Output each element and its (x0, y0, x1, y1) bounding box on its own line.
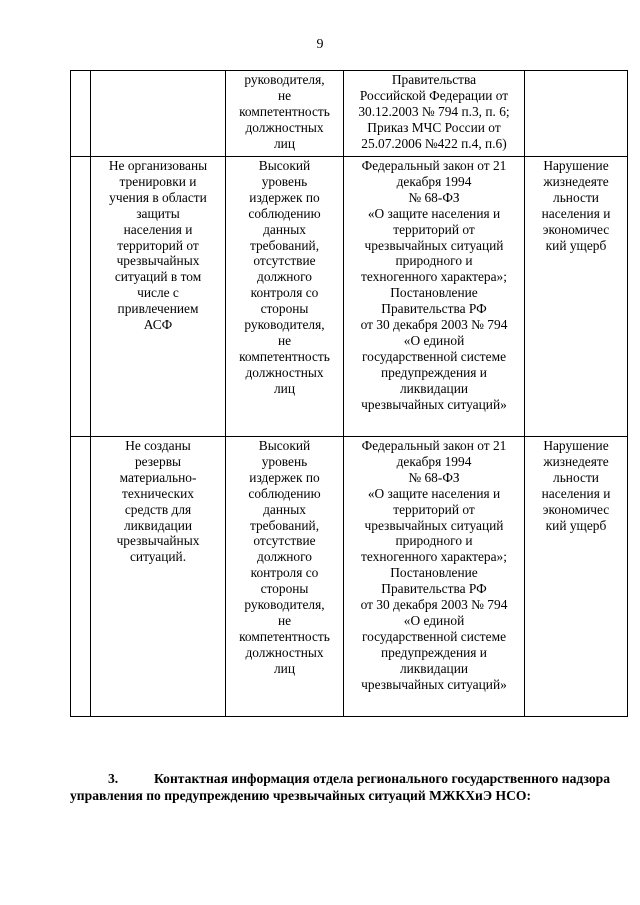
cell-line: соблюдению (248, 485, 321, 501)
cell-line: «О защите населения и (367, 205, 501, 221)
table-cell-col3 (226, 437, 344, 717)
table-cell-col4 (344, 437, 525, 717)
cell-line: компетентность (239, 628, 330, 644)
cell-line: Не созданы (125, 438, 191, 453)
cell-line: отсутствие (253, 253, 316, 269)
table-cell-col3 (226, 71, 344, 157)
cell-line: не (277, 332, 292, 348)
cell-line: населения и (123, 221, 193, 237)
table-cell-col2 (91, 71, 226, 157)
cell-line: Постановление (390, 565, 478, 581)
cell-line: компетентность (239, 103, 330, 119)
cell-line: должного (257, 549, 312, 565)
cell-line: компетентность (239, 348, 330, 364)
table-cell-col5 (525, 437, 628, 717)
table-cell-col3 (226, 157, 344, 437)
cell-line: жизнедеяте (543, 453, 609, 469)
cell-line: технических (122, 485, 194, 501)
table-body (71, 71, 628, 717)
cell-line: данных (263, 501, 306, 517)
cell-line: должного (257, 269, 312, 285)
cell-line: природного и (395, 253, 473, 269)
cell-line: ликвидации (399, 660, 469, 676)
cell-line: чрезвычайных (116, 533, 200, 549)
cell-line: территорий от (393, 221, 475, 237)
cell-line: Российской Федерации от (359, 87, 509, 103)
cell-line: уровень (261, 173, 308, 189)
cell-line: кий ущерб (545, 517, 607, 533)
table-cell-col5 (525, 71, 628, 157)
cell-line: стороны (260, 301, 309, 317)
cell-line: должностных (245, 119, 324, 135)
cell-line: требований, (249, 237, 320, 253)
cell-line: чрезвычайных ситуаций» (361, 676, 507, 692)
cell-line: территорий от (393, 501, 475, 517)
cell-line: Правительства (391, 72, 477, 87)
cell-line: должностных (245, 364, 324, 380)
cell-line: жизнедеяте (543, 173, 609, 189)
cell-line: соблюдению (248, 205, 321, 221)
cell-line: уровень (261, 453, 308, 469)
cell-line: предупреждения и (381, 644, 487, 660)
cell-line: стороны (260, 581, 309, 597)
cell-line: лиц (273, 135, 295, 151)
cell-line: контроля со (250, 565, 319, 581)
cell-line: Правительства РФ (381, 301, 487, 317)
cell-line: резервы (134, 453, 182, 469)
cell-line: тренировки и (119, 173, 197, 189)
section-heading (70, 770, 610, 804)
cell-line: не (277, 87, 292, 103)
cell-line: Федеральный закон от 21 (361, 438, 507, 453)
cell-line: льности (553, 189, 599, 205)
cell-line: учения в области (109, 189, 207, 205)
cell-line: материально- (119, 469, 197, 485)
section-text: Контактная информация отдела регионального государственного надзора управления по предупреждению чрезвычайных ситуаций МЖКХиЭ НСО: (70, 771, 610, 803)
table-row (71, 437, 628, 717)
page-number: 9 (316, 37, 324, 52)
cell-line: чрезвычайных ситуаций (364, 237, 504, 253)
cell-line: АСФ (143, 317, 173, 333)
cell-line: декабря 1994 (396, 173, 472, 189)
cell-line: экономичес (542, 501, 610, 517)
cell-line: руководителя, (244, 317, 325, 333)
cell-line: Нарушение (543, 158, 609, 173)
cell-line: техногенного характера»; (361, 549, 507, 565)
table-cell-col4 (344, 157, 525, 437)
cell-line: чрезвычайных ситуаций» (361, 396, 507, 412)
cell-line: государственной системе (361, 348, 507, 364)
cell-line: лиц (273, 380, 295, 396)
cell-line: экономичес (542, 221, 610, 237)
cell-line: не (277, 612, 292, 628)
cell-line: Высокий (258, 438, 311, 453)
table-cell-col2 (91, 437, 226, 717)
cell-line: «О единой (403, 612, 465, 628)
cell-line: Высокий (258, 158, 311, 173)
cell-line: государственной системе (361, 628, 507, 644)
cell-line: защиты (136, 205, 180, 221)
table-row (71, 71, 628, 157)
cell-line: Не организованы (108, 158, 208, 173)
cell-line: ситуаций. (129, 549, 187, 565)
table-row (71, 157, 628, 437)
table-cell-col1 (71, 437, 91, 717)
cell-line: № 68-ФЗ (408, 469, 460, 485)
cell-line: от 30 декабря 2003 № 794 (360, 597, 508, 613)
cell-line: привлечением (117, 301, 199, 317)
cell-line: издержек по (249, 189, 320, 205)
cell-line: «О единой (403, 332, 465, 348)
cell-line: руководителя, (244, 597, 325, 613)
cell-line: ликвидации (399, 380, 469, 396)
cell-line: чрезвычайных (116, 253, 200, 269)
cell-line: данных (263, 221, 306, 237)
cell-line: средств для (124, 501, 192, 517)
cell-line: 30.12.2003 № 794 п.3, п. 6; (358, 103, 510, 119)
cell-line: лиц (273, 660, 295, 676)
cell-line: ситуаций в том (114, 269, 202, 285)
cell-line: 25.07.2006 №422 п.4, п.6) (361, 135, 507, 151)
table-cell-col4 (344, 71, 525, 157)
cell-line: № 68-ФЗ (408, 189, 460, 205)
cell-line: «О защите населения и (367, 485, 501, 501)
cell-line: от 30 декабря 2003 № 794 (360, 317, 508, 333)
cell-line: декабря 1994 (396, 453, 472, 469)
cell-line: чрезвычайных ситуаций (364, 517, 504, 533)
cell-line: Приказ МЧС России от (367, 119, 501, 135)
cell-line: Постановление (390, 285, 478, 301)
table-cell-col1 (71, 71, 91, 157)
cell-line: Правительства РФ (381, 581, 487, 597)
cell-line: ликвидации (123, 517, 193, 533)
cell-line: Нарушение (543, 438, 609, 453)
table-cell-col5 (525, 157, 628, 437)
cell-line: кий ущерб (545, 237, 607, 253)
cell-line: Федеральный закон от 21 (361, 158, 507, 173)
cell-line: территорий от (117, 237, 199, 253)
cell-line: издержек по (249, 469, 320, 485)
cell-line: контроля со (250, 285, 319, 301)
cell-line: руководителя, (244, 72, 325, 87)
cell-line: льности (553, 469, 599, 485)
cell-line: предупреждения и (381, 364, 487, 380)
table-cell-col1 (71, 157, 91, 437)
cell-line: отсутствие (253, 533, 316, 549)
cell-line: техногенного характера»; (361, 269, 507, 285)
cell-line: должностных (245, 644, 324, 660)
cell-line: населения и (541, 485, 611, 501)
requirements-table (70, 70, 628, 717)
section-number: 3. (108, 771, 119, 786)
cell-line: населения и (541, 205, 611, 221)
table-cell-col2 (91, 157, 226, 437)
cell-line: природного и (395, 533, 473, 549)
cell-line: требований, (249, 517, 320, 533)
cell-line: числе с (137, 285, 179, 301)
